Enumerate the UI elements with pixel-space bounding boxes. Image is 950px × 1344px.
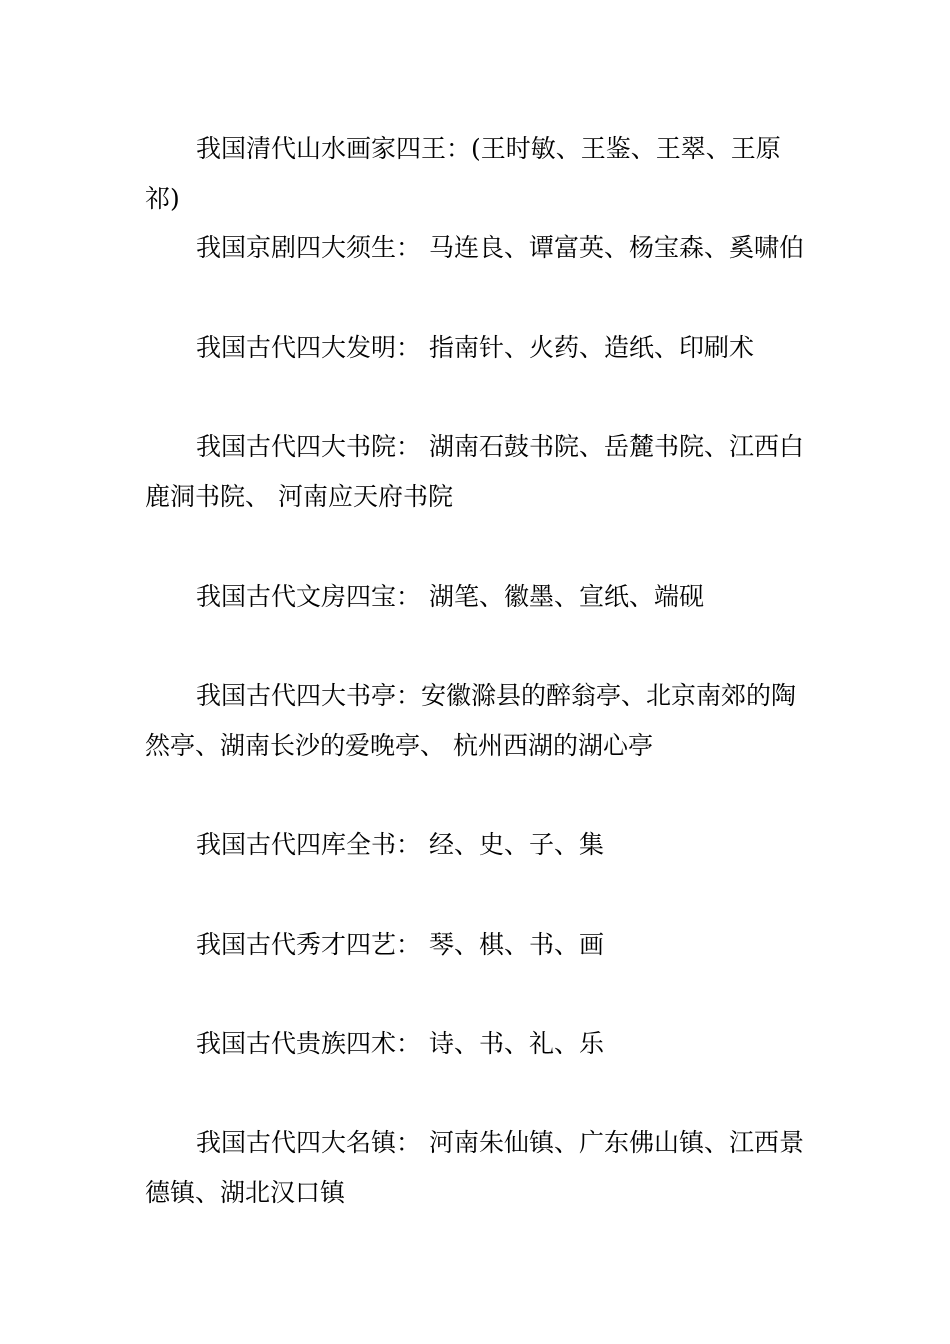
paragraph-peking-opera: 我国京剧四大须生： 马连良、谭富英、杨宝森、奚啸伯: [196, 233, 804, 262]
paragraph-scholar-arts: 我国古代秀才四艺： 琴、棋、书、画: [196, 930, 604, 959]
paragraph-four-towns: 我国古代四大名镇： 河南朱仙镇、广东佛山镇、江西景德镇、湖北汉口镇: [145, 1128, 804, 1207]
paragraph-qing-painters: 我国清代山水画家四王：(王时敏、王鉴、王翠、王原祁): [145, 134, 781, 213]
paragraph-siku-quanshu: 我国古代四库全书： 经、史、子、集: [196, 830, 604, 859]
paragraph-four-inventions: 我国古代四大发明： 指南针、火药、造纸、印刷术: [196, 333, 754, 362]
paragraph-noble-arts: 我国古代贵族四术： 诗、书、礼、乐: [196, 1029, 604, 1058]
paragraph-four-pavilions: 我国古代四大书亭：安徽滁县的醉翁亭、北京南郊的陶然亭、湖南长沙的爱晚亭、 杭州西湖的湖心亭: [145, 681, 797, 760]
paragraph-four-treasures: 我国古代文房四宝： 湖笔、徽墨、宣纸、端砚: [196, 582, 704, 611]
paragraph-four-academies: 我国古代四大书院： 湖南石鼓书院、岳麓书院、江西白鹿洞书院、 河南应天府书院: [145, 432, 804, 511]
